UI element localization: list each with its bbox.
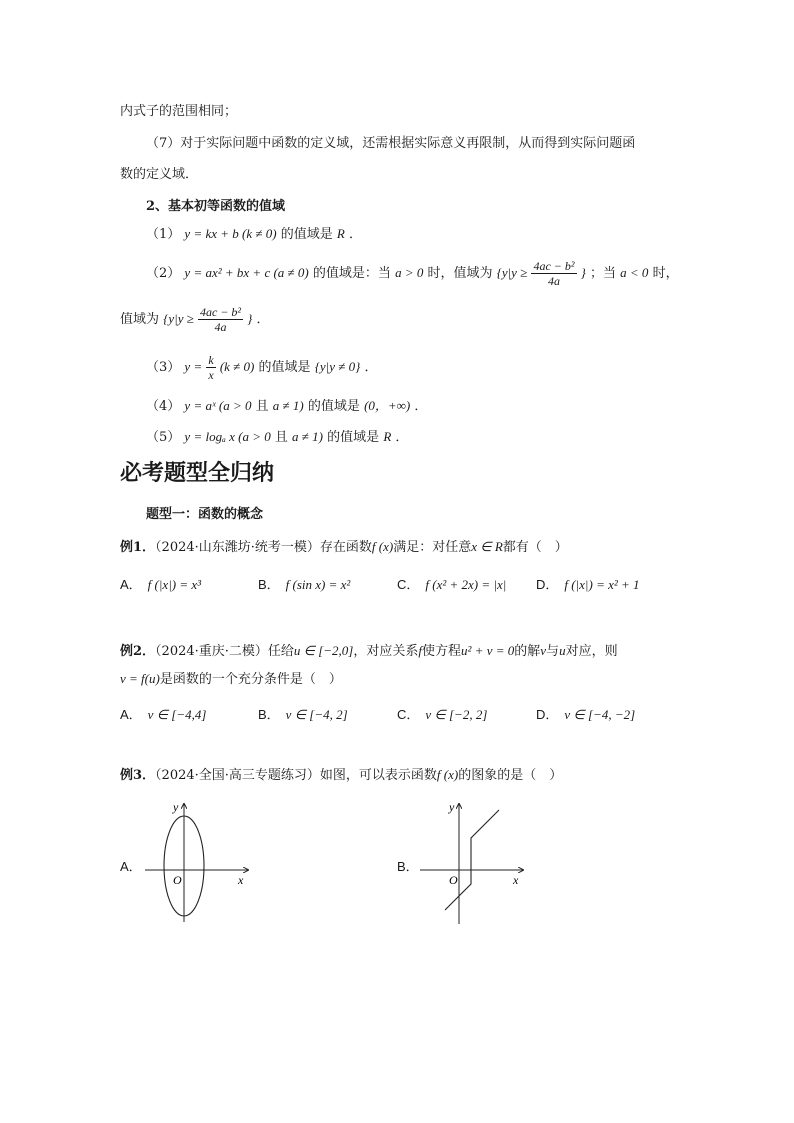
text-line: 内式子的范围相同；	[120, 104, 238, 119]
formula: v ∈ [−4,4]	[147, 707, 207, 722]
formula: y = logₐ x (a > 0	[184, 429, 271, 444]
example-label: 例3．	[120, 768, 156, 783]
formula: v	[540, 643, 547, 658]
origin-label: O	[173, 873, 182, 887]
option-label: D．	[536, 707, 559, 722]
text: 时，	[652, 266, 679, 281]
text: ．	[395, 430, 409, 445]
formula: a ≠ 1)	[292, 429, 324, 444]
fraction-numerator: 4ac − b²	[200, 305, 242, 319]
option-a[interactable]	[120, 574, 201, 593]
text-line	[146, 428, 408, 447]
example-label: 例1．	[120, 540, 156, 555]
option-label: B．	[258, 577, 280, 592]
text: ．	[414, 399, 428, 414]
formula: y =	[184, 359, 203, 374]
text: （2024·山东潍坊·统考一模）存在函数	[155, 540, 372, 555]
option-d[interactable]	[536, 704, 635, 723]
example-2-stem	[120, 642, 618, 661]
item-number: （4）	[146, 399, 181, 414]
option-label: C．	[397, 577, 420, 592]
formula: {y|y ≥	[163, 311, 194, 326]
text: 的图象的是（ ）	[458, 768, 563, 783]
formula: }	[247, 311, 253, 326]
option-b[interactable]: B．	[397, 859, 419, 874]
formula: R	[383, 429, 392, 444]
text-line	[146, 258, 679, 289]
fraction	[531, 259, 576, 288]
text: ．	[348, 227, 362, 242]
text-line: （7）对于实际问题中函数的定义域，还需根据实际意义再限制，从而得到实际问题函	[146, 136, 636, 151]
text: 的值域是	[280, 227, 333, 242]
formula: u	[559, 643, 566, 658]
item-number: （3）	[146, 360, 181, 375]
fraction-numerator: k	[208, 353, 214, 367]
text: 的值域是	[258, 360, 311, 375]
example-3-stem	[120, 766, 562, 785]
text-line: 数的定义域．	[120, 167, 199, 182]
formula: v ∈ [−4, 2]	[285, 707, 348, 722]
option-a[interactable]: A．	[120, 859, 142, 874]
fraction	[206, 353, 215, 382]
question-type-title: 题型一：函数的概念	[146, 507, 264, 522]
text: 对应，则	[565, 644, 618, 659]
formula: v ∈ [−4, −2]	[564, 707, 636, 722]
fraction-denominator: 4a	[548, 274, 560, 288]
option-a[interactable]	[120, 704, 206, 723]
formula: f (|x|) = x² + 1	[564, 577, 640, 592]
formula: R	[336, 226, 345, 241]
item-number: （2）	[146, 266, 181, 281]
y-axis-label: y	[173, 800, 179, 814]
formula: y = ax² + bx + c (a ≠ 0)	[184, 265, 309, 280]
text-line	[146, 225, 362, 244]
x-axis-label: x	[238, 873, 244, 887]
formula: u² + v = 0	[461, 643, 515, 658]
option-d[interactable]	[536, 574, 640, 593]
formula: (0，+∞)	[364, 398, 411, 413]
text: 的值域是	[307, 399, 360, 414]
text: 且	[274, 430, 288, 445]
graph-b-piecewise	[415, 798, 535, 928]
formula: }	[580, 265, 586, 280]
formula: x ∈ R	[471, 539, 503, 554]
option-label: A．	[120, 577, 142, 592]
example-1-stem	[120, 538, 568, 557]
text: 的值域是：当	[312, 266, 391, 281]
y-axis-label: y	[449, 800, 455, 814]
item-number: （5）	[146, 430, 181, 445]
text: 值域为	[120, 312, 160, 327]
text: 与	[546, 644, 560, 659]
formula: f	[418, 643, 423, 658]
formula: u ∈ [−2,0]	[293, 643, 354, 658]
formula: a > 0	[395, 265, 424, 280]
text: 都有（ ）	[502, 540, 568, 555]
text: 使方程	[422, 644, 462, 659]
fraction	[198, 305, 243, 334]
text: ，对应关系	[353, 644, 419, 659]
formula: f (x² + 2x) = |x|	[425, 577, 507, 592]
option-label: D．	[536, 577, 559, 592]
x-axis-label: x	[513, 873, 519, 887]
fraction-denominator: x	[208, 368, 214, 382]
example-label: 例2．	[120, 644, 156, 659]
fraction-numerator: 4ac − b²	[533, 259, 575, 273]
option-c[interactable]	[397, 574, 506, 593]
text: （2024·全国·高三专题练习）如图，可以表示函数	[155, 768, 437, 783]
option-b[interactable]	[258, 574, 350, 593]
formula: v = f(u)	[120, 671, 160, 686]
text-line	[146, 397, 427, 416]
item-number: （1）	[146, 227, 181, 242]
text: ；当	[590, 266, 617, 281]
formula: a ≠ 1)	[272, 398, 304, 413]
text: ．	[364, 360, 378, 375]
option-label: B．	[258, 707, 280, 722]
formula: v ∈ [−2, 2]	[425, 707, 488, 722]
formula: {y|y ≥	[496, 265, 528, 280]
formula: (k ≠ 0)	[219, 359, 255, 374]
formula: f (x)	[436, 767, 459, 782]
formula: y = aˣ (a > 0	[184, 398, 252, 413]
origin-label: O	[449, 873, 458, 887]
formula: f (x)	[371, 539, 394, 554]
text: （2024·重庆·二模）任给	[155, 644, 294, 659]
graph-a-ellipse	[140, 798, 260, 923]
formula: f (|x|) = x³	[147, 577, 202, 592]
formula: f (sin x) = x²	[285, 577, 351, 592]
text: 时，值域为	[427, 266, 493, 281]
example-2-stem-line2	[120, 670, 342, 689]
subheading: 2、基本初等函数的值域	[146, 199, 286, 214]
option-label: A．	[120, 707, 142, 722]
text: 满足：对任意	[393, 540, 472, 555]
formula: a < 0	[620, 265, 649, 280]
text: 是函数的一个充分条件是（ ）	[159, 672, 342, 687]
piecewise-curve	[445, 810, 499, 910]
text: ．	[256, 312, 270, 327]
text: 的解	[514, 644, 541, 659]
fraction-denominator: 4a	[214, 320, 227, 334]
formula: {y|y ≠ 0}	[314, 359, 361, 374]
option-label: C．	[397, 707, 420, 722]
text-line	[146, 352, 378, 383]
text: 的值域是	[327, 430, 380, 445]
text-line	[120, 304, 270, 335]
option-c[interactable]	[397, 704, 487, 723]
section-title: 必考题型全归纳	[120, 461, 275, 486]
text: 且	[255, 399, 269, 414]
formula: y = kx + b (k ≠ 0)	[184, 226, 277, 241]
option-b[interactable]	[258, 704, 348, 723]
